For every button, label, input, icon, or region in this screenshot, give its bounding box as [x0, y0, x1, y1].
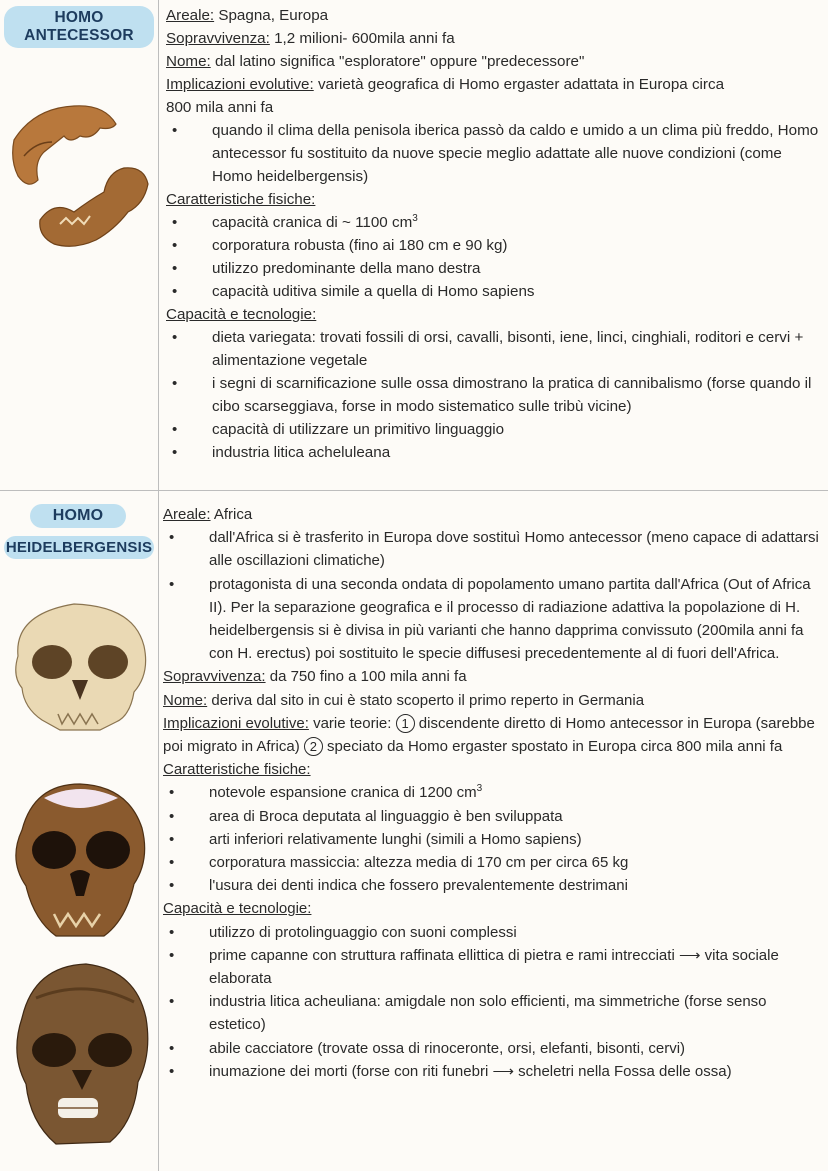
maxilla-fragment [13, 106, 116, 184]
capacita-label-row [166, 303, 824, 326]
circled-number-2: 2 [304, 737, 323, 756]
areale-row [166, 4, 824, 27]
heidelbergensis-title-line2: HEIDELBERGENSIS [4, 536, 154, 559]
sopravvivenza-label: Sopravvivenza: [163, 668, 266, 686]
capacita-item: • industria litica acheluleana [166, 441, 824, 464]
capacita-label-row [163, 897, 824, 920]
heidelbergensis-title-line1: HOMO [30, 504, 126, 528]
areale-label: Areale: [163, 506, 211, 523]
capacita-cranica-text: capacità cranica di ~ 1100 cm [212, 214, 413, 231]
areale-row [163, 503, 824, 526]
implicazioni-row [163, 712, 824, 758]
cubic-sup: 3 [476, 783, 483, 795]
sopravvivenza-value: 1,2 milioni- 600mila anni fa [269, 30, 455, 47]
capacita-label: Capacità e tecnologie: [166, 306, 317, 323]
caratteristiche-item: • utilizzo predominante della mano destra [166, 257, 824, 280]
mandible-fragment [40, 168, 148, 246]
implicazioni-bullet: • quando il clima della penisola iberica passò da caldo e umido a un clima più freddo, Homo antecessor fu sostituito da nuove specie meglio adattate alle nuove condizioni (come Homo heidelbergensis) [166, 119, 824, 188]
espansione-cranica-text: notevole espansione cranica di 1200 cm [209, 784, 477, 802]
capacita-item: • prime capanne con struttura raffinata ellittica di pietra e rami intrecciati ⟶ vita sociale elaborata [163, 944, 824, 990]
sopravvivenza-value: da 750 fino a 100 mila anni fa [265, 668, 467, 686]
capacita-item: • i segni di scarnificazione sulle ossa dimostrano la pratica di cannibalismo (forse quando il cibo scarseggiava, forse in modo sistematico sulle tribù vicine) [166, 372, 824, 418]
sopravvivenza-label: Sopravvivenza: [166, 30, 270, 47]
capacita-item: • industria litica acheuliana: amigdale non solo efficienti, ma simmetriche (forse senso estetico) [163, 990, 824, 1036]
capacita-item: • utilizzo di protolinguaggio con suoni complessi [163, 921, 824, 944]
implicazioni-label: Implicazioni evolutive: [166, 76, 314, 93]
nome-value: deriva dal sito in cui è stato scoperto il primo reperto in Germania [207, 691, 645, 709]
caratteristiche-label: Caratteristiche fisiche: [166, 191, 316, 208]
nome-label: Nome: [163, 691, 208, 709]
implicazioni-value-cont: 800 mila anni fa [166, 99, 274, 116]
areale-item: • dall'Africa si è trasferito in Europa dove sostituì Homo antecessor (meno capace di adattarsi alle oscillazioni climatiche) [163, 526, 824, 572]
caratteristiche-item: • corporatura massiccia: altezza media di 170 cm per circa 65 kg [163, 851, 824, 874]
nome-row [166, 50, 824, 73]
areale-value: Spagna, Europa [214, 7, 329, 24]
implicazioni-text-c: speciato da Homo ergaster spostato in Europa circa 800 mila anni fa [322, 738, 783, 756]
sopravvivenza-row [166, 27, 824, 50]
sopravvivenza-row [163, 665, 824, 688]
nome-value: dal latino significa "esploratore" oppure "predecessore" [210, 53, 585, 70]
antecessor-content [166, 4, 824, 490]
caratteristiche-item: • capacità uditiva simile a quella di Homo sapiens [166, 280, 824, 303]
antecessor-fossil-image [4, 100, 154, 260]
pale-skull-image [4, 596, 154, 736]
implicazioni-label: Implicazioni evolutive: [163, 714, 309, 732]
third-skull-image [6, 958, 156, 1154]
circled-number-1: 1 [396, 714, 415, 733]
caratteristiche-item: • l'usura dei denti indica che fossero prevalentemente destrimani [163, 874, 824, 897]
caratteristiche-item: • area di Broca deputata al linguaggio è ben sviluppata [163, 805, 824, 828]
antecessor-title: HOMO ANTECESSOR [4, 6, 154, 48]
heidelbergensis-content [163, 503, 824, 1171]
caratteristiche-item [166, 211, 824, 234]
areale-value: Africa [210, 506, 253, 523]
brown-skull-image [4, 780, 154, 946]
capacita-label: Capacità e tecnologie: [163, 900, 312, 918]
implicazioni-value: varietà geografica di Homo ergaster adattata in Europa circa [313, 76, 725, 93]
nome-label: Nome: [166, 53, 211, 70]
capacita-item: • capacità di utilizzare un primitivo linguaggio [166, 418, 824, 441]
areale-label: Areale: [166, 7, 215, 24]
capacita-item: • abile cacciatore (trovate ossa di rinoceronte, orsi, elefanti, bisonti, cervi) [163, 1037, 824, 1060]
nome-row [163, 689, 824, 712]
caratteristiche-item: • corporatura robusta (fino ai 180 cm e 90 kg) [166, 234, 824, 257]
caratteristiche-label-row [166, 188, 824, 211]
cubic-sup: 3 [412, 212, 418, 224]
capacita-item: • inumazione dei morti (forse con riti funebri ⟶ scheletri nella Fossa delle ossa) [163, 1060, 824, 1083]
caratteristiche-label-row [163, 758, 824, 781]
areale-item: • protagonista di una seconda ondata di popolamento umano partita dall'Africa (Out of Africa II). Per la separazione geografica e il processo di radiazione adattiva la popolazione di H. heidelbergensis si è divisa in più varianti che hanno dapprima convissuto (200mila anni fa con H. erectus) poi sostituito le specie diffusesi precedentemente al di fuori dell'Africa. [163, 573, 824, 666]
caratteristiche-item: • arti inferiori relativamente lunghi (simili a Homo sapiens) [163, 828, 824, 851]
implicazioni-row [166, 73, 824, 96]
implicazioni-text-b: discendente diretto di Homo antecessor in Europa (sarebbe poi migrato in Africa) [163, 714, 815, 756]
implicazioni-text-a: varie teorie: [308, 714, 396, 732]
caratteristiche-item [163, 781, 824, 804]
capacita-item: • dieta variegata: trovati fossili di orsi, cavalli, bisonti, iene, linci, cinghiali, roditori e cervi + alimentazione vegetale [166, 326, 824, 372]
caratteristiche-label: Caratteristiche fisiche: [163, 761, 311, 779]
